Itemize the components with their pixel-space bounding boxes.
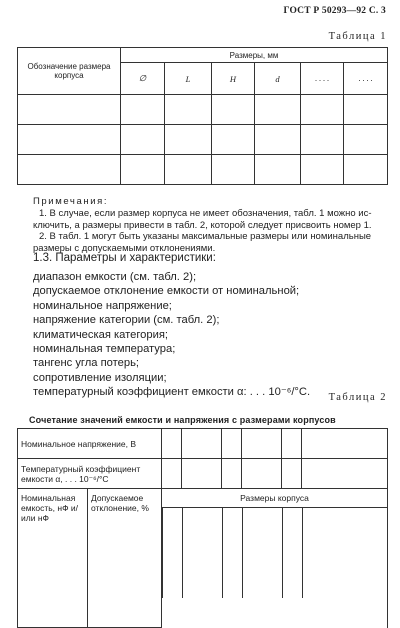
table2-column-divider — [222, 508, 223, 599]
table-row — [18, 95, 388, 125]
table2-row-label: Номинальное напряжение, В — [18, 429, 162, 459]
note-line: размеры с допускаемыми отклонениями. — [33, 243, 216, 255]
table1-caption: Таблица 1 — [328, 31, 387, 42]
table2-caption: Таблица 2 — [328, 392, 387, 403]
table1-row-header: Обозначение размера корпуса — [18, 48, 121, 95]
parameter-item: сопротивление изоляции; — [33, 371, 167, 384]
table-row — [18, 125, 388, 155]
table2-column-divider — [282, 508, 283, 599]
table2-column-divider — [182, 508, 183, 599]
table2-title: Сочетание значений емкости и напряжения с размерами корпусов — [29, 415, 336, 425]
table-row — [18, 429, 388, 459]
table1-col-header: ∅ — [121, 63, 165, 95]
table-row — [18, 489, 388, 508]
table-row — [18, 459, 388, 489]
parameter-item: номинальная температура; — [33, 343, 176, 356]
note-line: 2. В табл. 1 могут быть указаны максимальные размеры или номинальные — [39, 231, 372, 243]
parameter-item: тангенс угла потерь; — [33, 357, 140, 370]
parameter-item: напряжение категории (см. табл. 2); — [33, 314, 220, 327]
table1-col-header: L — [165, 63, 212, 95]
notes — [33, 196, 372, 255]
table2-column-divider — [162, 508, 163, 599]
note-line: 1. В случае, если размер корпуса не имеет обозначения, табл. 1 можно ис- — [39, 207, 372, 219]
parameter-item: допускаемое отклонение емкости от номинальной; — [33, 285, 300, 298]
table1-group-header: Размеры, мм — [121, 48, 388, 63]
note-line: ключить, а размеры привести в табл. 2, которой следует присвоить номер 1. — [33, 219, 372, 231]
table2-column-divider — [242, 508, 243, 599]
parameter-item: температурный коэффициент емкости α: . . . 10⁻⁶/°С. — [33, 386, 311, 399]
section-title: 1.3. Параметры и характеристики: — [33, 252, 216, 264]
table1-col-header: H — [212, 63, 255, 95]
table2 — [17, 428, 388, 628]
parameter-item: номинальное напряжение; — [33, 299, 172, 312]
table2-column-divider — [302, 508, 303, 599]
page-header: ГОСТ Р 50293—92 С. 3 — [283, 6, 386, 16]
table-row — [18, 155, 388, 185]
table2-row-label: Температурный коэффициент емкости α, . . . 10⁻⁶/°С — [18, 459, 162, 489]
parameter-item: диапазон емкости (см. табл. 2); — [33, 271, 197, 283]
table2-sizes-header: Размеры корпуса — [162, 489, 388, 508]
parameter-list — [33, 270, 310, 400]
table1 — [17, 47, 388, 185]
table1-col-header: d — [255, 63, 301, 95]
table2-col-label: Номинальная емкость, нФ и/или нФ — [18, 489, 88, 628]
table2-col-label: Допускаемое отклонение, % — [88, 489, 162, 628]
table1-col-header: . . . . — [301, 63, 344, 95]
table1-col-header: . . . . — [344, 63, 388, 95]
notes-title: Примечания: — [33, 196, 109, 207]
parameter-item: климатическая категория; — [33, 328, 169, 341]
